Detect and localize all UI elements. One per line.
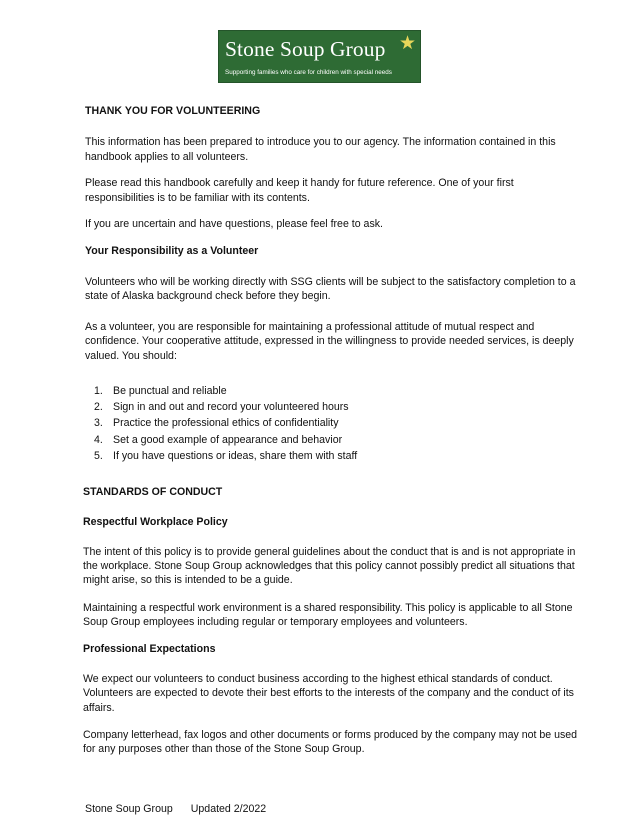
list-item — [85, 415, 585, 431]
star-icon: ★ — [399, 33, 417, 54]
volunteer-duties-list — [85, 383, 585, 464]
responsibility-paragraph-2: As a volunteer, you are responsible for maintaining a professional attitude of mutual respect and confidence. Your cooperative attitude, expressed in the willingness to provide needed services, is deeply valued. You should: — [85, 321, 574, 362]
respectful-paragraph-2: Maintaining a respectful work environment is a shared responsibility. This policy is applicable to all Stone Soup Group employees including regular or temporary employees and volunteers. — [83, 601, 573, 628]
footer-org-name: Stone Soup Group — [85, 803, 173, 815]
respectful-paragraph-1: The intent of this policy is to provide general guidelines about the conduct that is and is not appropriate in the workplace. Stone Soup Group acknowledges that this policy cannot possibly predict all situations that might arise, so this is intended to be a guide. — [83, 545, 576, 587]
heading-standards-of-conduct: STANDARDS OF CONDUCT — [83, 486, 223, 499]
list-item-number: 5. — [94, 449, 103, 462]
responsibility-paragraph-1: Volunteers who will be working directly with SSG clients will be subject to the satisfactory completion to a state of Alaska background check before they begin. — [85, 276, 576, 303]
intro-paragraph-2: Please read this handbook carefully and keep it handy for future reference. One of your first responsibilities is to be familiar with its contents. — [85, 177, 514, 204]
document-body — [85, 104, 585, 756]
heading-respectful-workplace: Respectful Workplace Policy — [83, 515, 228, 528]
list-item — [85, 383, 585, 399]
list-item-number: 4. — [94, 433, 103, 446]
logo-tagline: Supporting families who care for children with special needs — [225, 69, 392, 76]
list-item-text: If you have questions or ideas, share them with staff — [113, 449, 358, 462]
heading-professional-expectations: Professional Expectations — [83, 643, 216, 656]
intro-paragraph-1: This information has been prepared to introduce you to our agency. The information contained in this handbook applies to all volunteers. — [85, 136, 556, 163]
list-item-text: Be punctual and reliable — [113, 385, 227, 398]
list-item — [85, 432, 585, 448]
heading-your-responsibility: Your Responsibility as a Volunteer — [85, 245, 259, 258]
list-item — [85, 448, 585, 464]
heading-thank-you: THANK YOU FOR VOLUNTEERING — [85, 105, 261, 117]
logo-name: Stone Soup Group — [225, 37, 386, 61]
list-item — [85, 399, 585, 415]
list-item-text: Practice the professional ethics of confidentiality — [113, 417, 339, 430]
list-item-number: 3. — [94, 417, 103, 430]
list-item-text: Sign in and out and record your volunteered hours — [113, 401, 349, 414]
list-item-text: Set a good example of appearance and behavior — [113, 433, 343, 446]
professional-paragraph-2: Company letterhead, fax logos and other documents or forms produced by the company may not be used for any purposes other than those of the Stone Soup Group. — [83, 728, 578, 756]
intro-paragraph-3: If you are uncertain and have questions, please feel free to ask. — [85, 218, 383, 231]
professional-paragraph-1: We expect our volunteers to conduct business according to the highest ethical standards of conduct. Volunteers are expected to devote their best efforts to the interests of the company and the conduct of its affairs. — [83, 672, 574, 714]
stone-soup-group-logo — [218, 30, 421, 83]
list-item-number: 2. — [94, 401, 103, 414]
page-footer — [85, 802, 266, 816]
list-item-number: 1. — [94, 385, 103, 398]
footer-updated-date: Updated 2/2022 — [190, 803, 267, 815]
